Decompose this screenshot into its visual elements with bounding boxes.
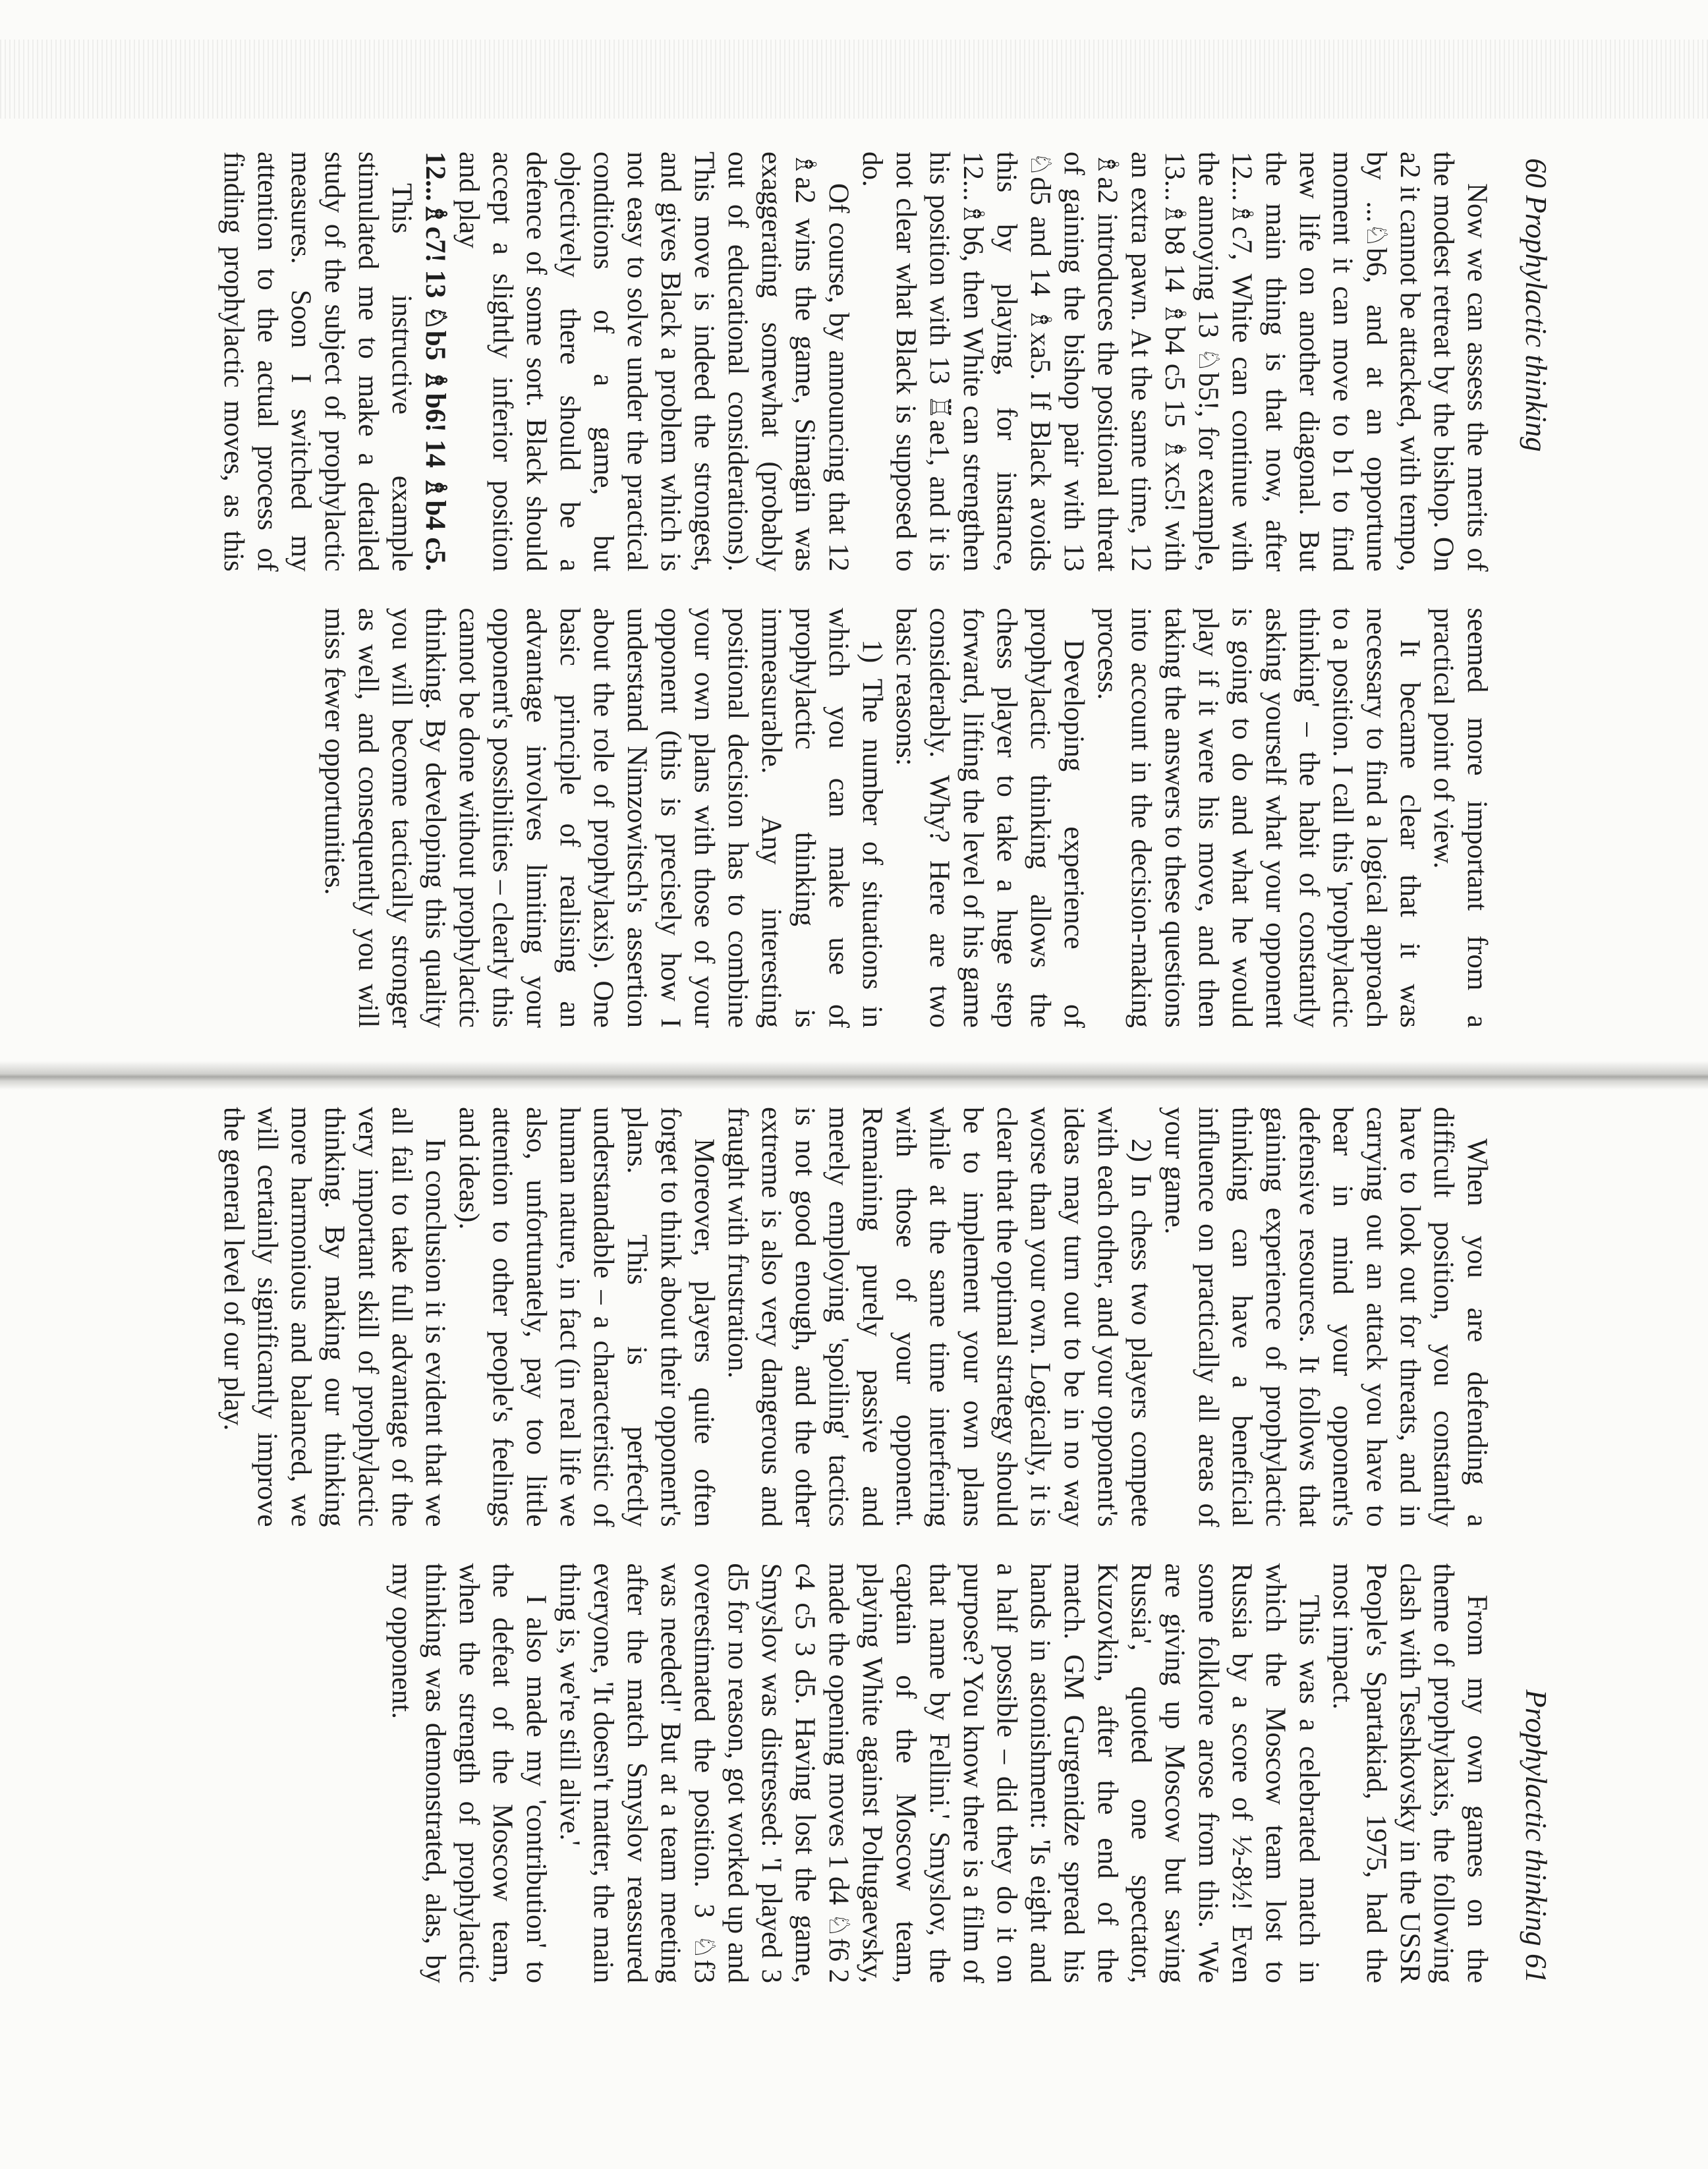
running-head-right: Prophylactic thinking 61 (1520, 1689, 1552, 1983)
chess-move-line: 12...♗c7! 13 ♘b5 ♗b6! 14 ♗b4 c5. (420, 152, 451, 571)
paragraph: Now we can assess the merits of the modest retreat by the bishop. On a2 it cannot be attacked, with tempo, by ...♘b6, and at an opportune moment it can move to b1 to find new life on another diagonal. But the main thing is that now, after 12...♗c7, White can continue with the annoying 13 ♘b5!, for example, 13...♗b8 14 ♗b4 c5 15 ♗xc5! with an extra pawn. At the same time, 12 ♗a2 introduces the positional threat of gaining the bishop pair with 13 ♘d5 and 14 ♗xa5. If Black avoids this by playing, for instance, 12...♗b6, then White can strengthen his position with 13 ♖ae1, and it is not clear what Black is supposed to do. (857, 152, 1493, 572)
paragraph: 1) The number of situations in which you can make use of prophylactic thinking is immeasurable. Any interesting positional decision has to combine your own plans with those of your opponent (this is precisely how I understand Nimzowitsch's assertion about the role of prophylaxis). One basic principle of realising an advantage involves limiting your opponent's possibilities – clearly this cannot be done without prophylactic thinking. By developing this quality you will become tactically stronger as well, and consequently you will miss fewer opportunities. (319, 607, 888, 1028)
right-page-text (176, 1107, 1494, 1983)
paragraph: I also made my 'contribution' to the defeat of the Moscow team, when the strength of prophylactic thinking was demonstrated, alas, by my opponent. (386, 1563, 552, 1983)
paragraph: Developing experience of prophylactic thinking allows the chess player to take a huge step forward, lifting the level of his game considerably. Why? Here are two basic reasons: (890, 607, 1089, 1028)
paragraph: 2) In chess two players compete with each other, and your opponent's ideas may turn out to be in no way worse than your own. Logically, it is clear that the optimal strategy should be to implement your own plans while at the same time interfering with those of your opponent. Remaining purely passive and merely employing 'spoiling' tactics is not good enough, and the other extreme is also very dangerous and fraught with frustration. (722, 1107, 1156, 1527)
left-page (0, 152, 1708, 1028)
paragraph: In conclusion it is evident that we all fail to take full advantage of the very important skill of prophylactic thinking. By making our thinking more harmonious and balanced, we will certainly significantly improve the general level of our play. (218, 1107, 451, 1527)
paragraph: This was a celebrated match in which the Moscow team lost to Russia by a score of ½-8½! Even some folklore arose from this. 'We are giving up Moscow but saving Russia', quoted one spectator, Kuzovkin, after the end of the match. GM Gurgenidze spread his hands in astonishment: 'Is eight and a half possible – did they do it on purpose? You know there is a film of that name by Fellini.' Smyslov, the captain of the Moscow team, playing White against Poltugaevsky, made the opening moves 1 d4 ♘f6 2 c4 c5 3 d5. Having lost the game, Smyslov was distressed: 'I played 3 d5 for no reason, got worked up and overestimated the position. 3 ♘f3 was needed!' But at a team meeting after the match Smyslov reassured everyone, 'It doesn't matter, the main thing is, we're still alive.' (554, 1563, 1324, 1983)
paragraph: From my own games on the theme of prophylaxis, the following clash with Tseshkovsky in the USSR People's Spartakiad, 1975, had the most impact. (1327, 1563, 1493, 1983)
paragraph: Of course, by announcing that 12 ♗a2 wins the game, Simagin was exaggerating somewhat (probably out of educational considerations). This move is indeed the strongest, and gives Black a problem which is not easy to solve under the practical conditions of a game, but objectively there should be a defence of some sort. Black should accept a slightly inferior position and play (453, 152, 854, 572)
paragraph: This instructive example stimulated me to make a detailed study of the subject of prophylactic measures. Soon I switched my attention to the actual process of finding prophylactic moves, as this seemed more important from a practical point of view. (218, 152, 1493, 1028)
paragraph: It became clear that it was necessary to find a logical approach to a position. I call this 'prophylactic thinking' – the habit of constantly asking yourself what your opponent is going to do and what he would play if it were his move, and then taking the answers to these questions into account in the decision-making process. (1092, 607, 1425, 1028)
running-head-left: 60 Prophylactic thinking (1520, 158, 1552, 452)
right-page (0, 1107, 1708, 1983)
paragraph: When you are defending a difficult position, you constantly have to look out for threats, and in carrying out an attack you have to bear in mind your opponent's defensive resources. It follows that gaining experience of prophylactic thinking can have a beneficial influence on practically all areas of your game. (1159, 1107, 1493, 1527)
paragraph: Moreover, players quite often forget to think about their opponent's plans. This is perfectly understandable – a characteristic of human nature, in fact (in real life we also, unfortunately, pay too little attention to other people's feelings and ideas). (453, 1107, 720, 1527)
left-page-text (176, 152, 1494, 1028)
